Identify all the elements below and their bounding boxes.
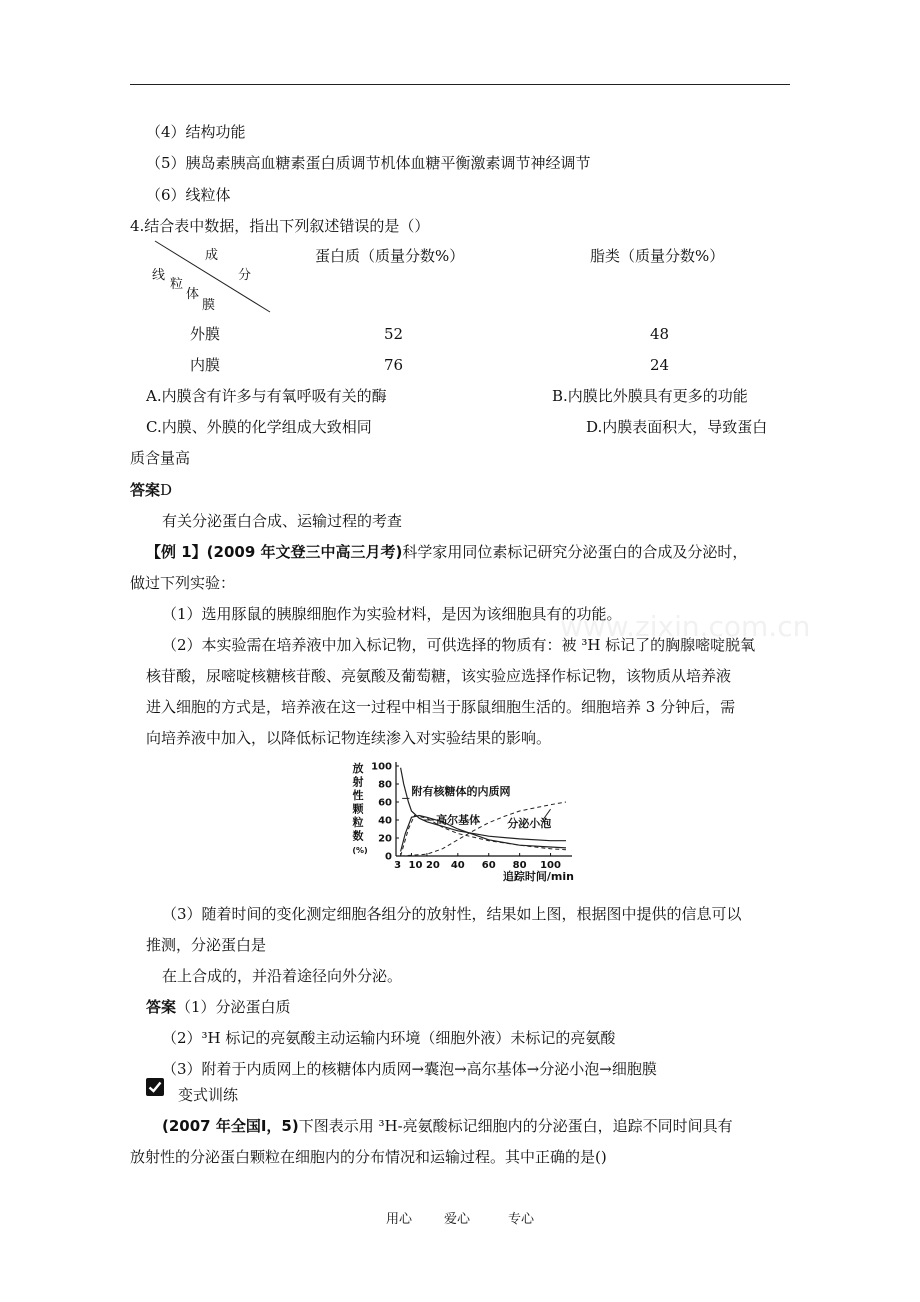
x-axis-label: 追踪时间/min — [502, 870, 574, 883]
x-tick-label: 3 — [394, 860, 402, 871]
variant-text: 下图表示用 ³H-亮氨酸标记细胞内的分泌蛋白，追踪不同时间具有 — [298, 1117, 733, 1135]
part-1: （1）选用豚鼠的胰腺细胞作为实验材料，是因为该细胞具有的功能。 — [162, 605, 622, 623]
y-axis-label: 数 — [352, 829, 364, 843]
q3-answer-6: （6）线粒体 — [146, 186, 231, 204]
answer-label: 答案 — [130, 481, 161, 499]
y-tick-label: 60 — [378, 797, 392, 809]
part-3-line-2: 推测，分泌蛋白是 — [146, 936, 267, 954]
part-2-line-4: 向培养液中加入，以降低标记物连续渗入对实验结果的影响。 — [146, 729, 552, 747]
answer-2: （2）³H 标记的亮氨酸主动运输内环境（细胞外液）未标记的亮氨酸 — [162, 1029, 616, 1047]
series-label: 附有核糖体的内质网 — [411, 784, 511, 798]
q3-answer-5: （5）胰岛素胰高血糖素蛋白质调节机体血糖平衡激素调节神经调节 — [146, 154, 591, 172]
series-label: 高尔基体 — [436, 813, 481, 827]
example-1 — [146, 542, 747, 562]
x-tick-label: 60 — [481, 860, 496, 871]
x-tick-label: 40 — [450, 860, 465, 871]
radioactivity-chart — [344, 760, 594, 890]
y-axis-label: 射 — [352, 775, 364, 789]
watermark: www.zixin.com.cn — [560, 610, 811, 643]
option-d: D.内膜表面积大，导致蛋白 — [586, 418, 768, 436]
diag-char: 粒 — [170, 277, 184, 292]
row-name: 外膜 — [190, 325, 221, 343]
y-tick-label: 80 — [378, 779, 392, 791]
y-axis-label: 性 — [352, 789, 364, 802]
y-tick-label: 100 — [371, 761, 392, 773]
footer-3: 专心 — [508, 1212, 535, 1227]
diag-label-right: 分 — [238, 268, 252, 283]
cell-lipid: 24 — [650, 356, 670, 374]
part-2-line-1: （2）本实验需在培养液中加入标记物，可供选择的物质有：被 ³H 标记了的胸腺嘧啶脱氧 — [162, 636, 756, 654]
topic-heading: 有关分泌蛋白合成、运输过程的考查 — [162, 512, 403, 530]
x-tick-label: 20 — [425, 860, 440, 871]
footer-2: 爱心 — [444, 1212, 471, 1227]
example-source: (2009 年文登三中高三月考) — [206, 543, 403, 561]
y-tick-label: 40 — [378, 815, 392, 827]
y-axis-label: 颗 — [352, 802, 364, 816]
y-axis-label: 粒 — [352, 816, 364, 829]
cell-lipid: 48 — [650, 325, 670, 343]
series-label: 分泌小泡 — [507, 817, 552, 831]
diag-label-top: 成 — [205, 248, 219, 263]
variant-question — [162, 1116, 733, 1136]
option-b: B.内膜比外膜具有更多的功能 — [552, 387, 748, 405]
footer-1: 用心 — [386, 1212, 413, 1227]
cell-protein: 76 — [384, 356, 404, 374]
y-tick-label: 20 — [378, 833, 392, 845]
option-a: A.内膜含有许多与有氧呼吸有关的酶 — [146, 387, 387, 405]
diag-char: 体 — [186, 287, 200, 302]
x-tick-label: 80 — [512, 860, 527, 871]
col-header-protein: 蛋白质（质量分数%） — [315, 247, 465, 265]
answer-1: （1）分泌蛋白质 — [176, 998, 291, 1016]
example-label: 【例 1】 — [146, 543, 207, 561]
answer-4 — [130, 480, 172, 500]
col-header-lipid: 脂类（质量分数%） — [590, 247, 725, 265]
question-4: 4.结合表中数据，指出下列叙述错误的是（） — [130, 217, 430, 235]
header-rule — [130, 84, 790, 85]
answer-label: 答案 — [146, 998, 177, 1016]
answer-value: D — [160, 481, 173, 499]
variant-text-cont: 放射性的分泌蛋白颗粒在细胞内的分布情况和运输过程。其中正确的是() — [130, 1148, 607, 1166]
y-tick-label: 0 — [385, 851, 392, 863]
option-d-cont: 质含量高 — [130, 449, 191, 467]
x-tick-label: 100 — [540, 860, 561, 871]
variant-source: (2007 年全国Ⅰ，5) — [162, 1117, 299, 1135]
option-c: C.内膜、外膜的化学组成大致相同 — [146, 418, 372, 436]
part-3-line-1: （3）随着时间的变化测定细胞各组分的放射性，结果如上图，根据图中提供的信息可以 — [162, 905, 742, 923]
part-3-line-3: 在上合成的，并沿着途径向外分泌。 — [162, 967, 403, 985]
part-2-line-3: 进入细胞的方式是，培养液在这一过程中相当于豚鼠细胞生活的。细胞培养 3 分钟后，需 — [146, 698, 736, 716]
example-text-cont: 做过下列实验： — [130, 574, 236, 592]
diag-char: 膜 — [202, 298, 216, 313]
part-2-line-2: 核苷酸，尿嘧啶核糖核苷酸、亮氨酸及葡萄糖，该实验应选择作标记物，该物质从培养液 — [146, 667, 732, 685]
example-text: 科学家用同位素标记研究分泌蛋白的合成及分泌时， — [402, 543, 748, 561]
checkbox-icon — [146, 1078, 164, 1096]
x-tick-label: 10 — [408, 860, 423, 871]
variant-training: 变式训练 — [178, 1086, 239, 1104]
diag-char: 线 — [152, 268, 166, 283]
answer-block-1 — [146, 997, 291, 1017]
y-axis-label: (%) — [352, 846, 368, 855]
row-name: 内膜 — [190, 356, 221, 374]
answer-3: （3）附着于内质网上的核糖体内质网→囊泡→高尔基体→分泌小泡→细胞膜 — [162, 1060, 657, 1078]
q3-answer-4: （4）结构功能 — [146, 123, 246, 141]
cell-protein: 52 — [384, 325, 404, 343]
y-axis-label: 放 — [352, 762, 364, 775]
